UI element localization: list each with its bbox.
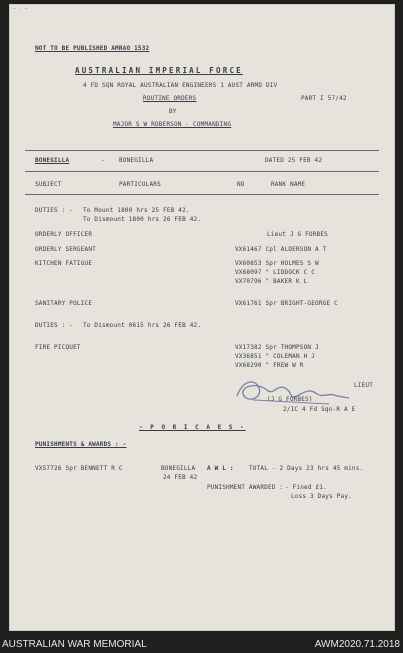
duties-mount: To Mount 1800 hrs 25 FEB 42. [83,207,190,214]
duties-2-label: DUTIES : - [35,322,74,329]
place-dash: - [101,157,105,164]
punishment-offence: A W L : [207,465,234,472]
column-subject: SUBJECT [35,181,62,188]
signature-rank: LIEUT [354,382,374,389]
signature-appointment: 2/IC 4 Fd Sqn-R A E [283,406,356,413]
orderly-officer-label: ORDERLY OFFICER [35,231,93,238]
punishment-place: BONEGILLA [161,465,196,472]
column-rank-name: RANK NAME [271,181,306,188]
kitchen-fatigue-3: VX70796 " BAKER K L [235,278,308,285]
force-title: AUSTRALIAN IMPERIAL FORCE [75,66,243,75]
dated-line: DATED 25 FEB 42 [265,157,323,164]
fire-picquet-1: VX17382 Spr THOMPSON J [235,344,319,351]
archive-name: AUSTRALIAN WAR MEMORIAL [2,639,147,650]
kitchen-fatigue-2: VX68097 " LIDDOCK C C [235,269,316,276]
header-rule-top [25,150,379,151]
punished-member: VX57726 Spr BENNETT R C [35,465,123,472]
orders-title: ROUTINE ORDERS [143,95,197,102]
place-heading: BONEGILLA [35,157,70,164]
orderly-sergeant-label: ORDERLY SERGEANT [35,246,96,253]
by-label: BY [169,108,177,115]
part-number: PART I 57/42 [301,95,347,102]
punishment-awarded-loss: Loss 3 Days Pay. [291,493,352,500]
sanitary-police-name: VX61761 Spr BRIGHT-GEORGE C [235,300,338,307]
document-page [9,4,395,631]
signature-name: (J G FORBES) [267,396,313,403]
unit-name: 4 FD SQN ROYAL AUSTRALIAN ENGINEERS 1 AUST ARMD DIV [83,82,278,89]
fire-picquet-label: FIRE PICQUET [35,344,81,351]
header-rule-bottom [25,194,379,195]
punishment-awarded-label: PUNISHMENT AWARDED : [207,484,284,491]
sanitary-police-label: SANITARY POLICE [35,300,93,307]
column-particulars: PARTICULARS [119,181,161,188]
header-rule-mid [25,171,379,172]
punishments-heading: PUNISHMENTS & AWARDS : - [35,441,127,448]
fire-picquet-3: VX68290 " FREW W R [235,362,304,369]
archive-footer [0,636,403,653]
place-name: BONEGILLA [119,157,154,164]
duties-label: DUTIES : - [35,207,74,214]
duties-2-text: To Dismount 0615 hrs 26 FEB 42. [83,322,202,329]
kitchen-fatigue-label: KITCHEN FATIGUE [35,260,93,267]
part-two-heading: - P O R I C A E S - [139,424,246,431]
classification-notice: NOT TO BE PUBLISHED AMRAO 1532 [35,45,150,52]
commander-line: MAJOR S W ROBERSON - COMMANDING [113,121,232,128]
orderly-officer-name: Lieut J G FORBES [267,231,328,238]
duties-dismount: To Dismount 1800 hrs 26 FEB 42. [83,216,202,223]
kitchen-fatigue-1: VX60853 Spr HOLMES S W [235,260,319,267]
punishment-awarded-fine: - Fined £1. [285,484,327,491]
corner-mark: — . — [13,6,29,12]
orderly-sergeant-name: VX61467 Cpl ALDERSON A T [235,246,327,253]
punishment-date: 24 FEB 42 [163,474,198,481]
column-no: NO [237,181,245,188]
fire-picquet-2: VX36851 " COLEMAN H J [235,353,316,360]
archive-reference: AWM2020.71.2018 [314,639,400,650]
punishment-total: TOTAL - 2 Days 23 hrs 45 mins. [249,465,364,472]
